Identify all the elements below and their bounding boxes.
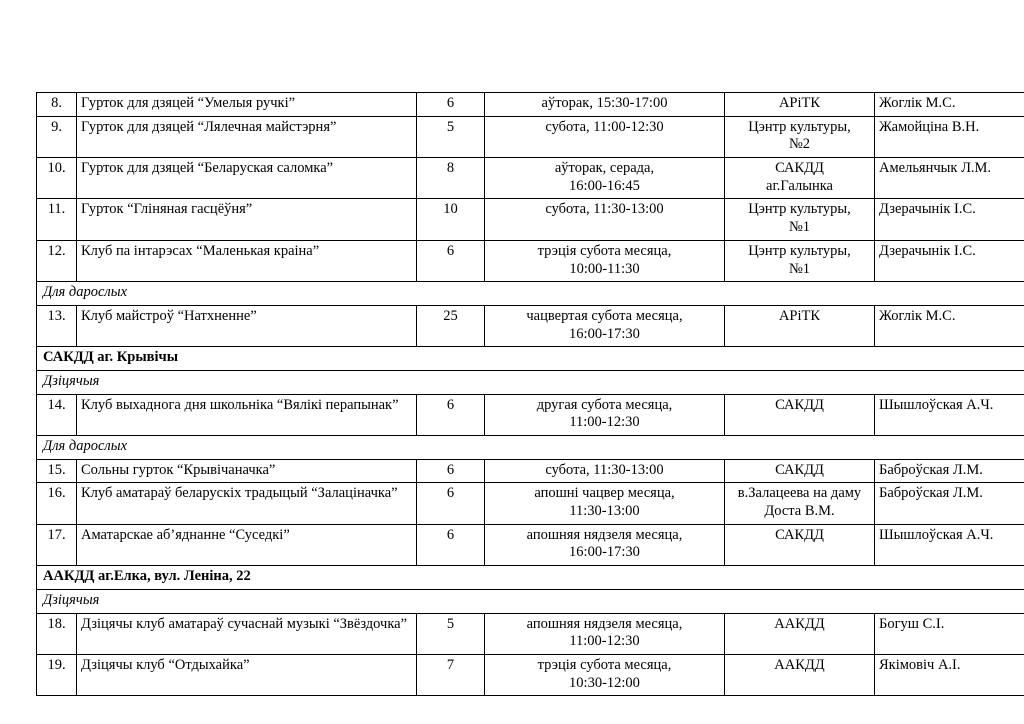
row-number: 16. [37, 483, 77, 524]
subsection-label: Для дарослых [37, 282, 1024, 306]
row-activity-name: Дзіцячы клуб аматараў сучаснай музыкі “Звёздочка” [77, 613, 417, 654]
row-location-line: АРіТК [778, 95, 821, 111]
row-schedule-time [485, 240, 725, 281]
row-number: 17. [37, 524, 77, 565]
table-row [37, 613, 1024, 654]
row-location-line: ААКДД [774, 615, 825, 632]
row-number: 19. [37, 654, 77, 695]
row-leader: Шышлоўская А.Ч. [875, 394, 1024, 435]
row-number: 18. [37, 613, 77, 654]
row-schedule-time-line: 11:30-13:00 [569, 503, 640, 520]
table-row [37, 93, 1024, 117]
row-schedule-time-line: трэція субота месяца, [537, 242, 672, 259]
row-number: 12. [37, 240, 77, 281]
row-activity-name: Гурток “Гліняная гасцёўня” [77, 199, 417, 240]
table-row [37, 394, 1024, 435]
row-schedule-time-line: субота, 11:00-12:30 [545, 118, 664, 135]
row-participant-count: 25 [417, 305, 485, 346]
row-activity-name: Клуб аматараў беларускіх традыцый “Залаціначка” [77, 483, 417, 524]
row-schedule-time [485, 116, 725, 157]
row-participant-count: 6 [417, 459, 485, 483]
table-row [37, 459, 1024, 483]
table-row [37, 654, 1024, 695]
row-location-line: САКДД [775, 526, 824, 543]
row-schedule-time [485, 654, 725, 695]
row-schedule-time-line: 16:00-17:30 [569, 544, 640, 561]
row-schedule-time [485, 459, 725, 483]
row-schedule-time-line: 11:00-12:30 [569, 414, 640, 431]
section-header-row [37, 566, 1024, 590]
row-participant-count: 5 [417, 116, 485, 157]
row-location [725, 116, 875, 157]
row-number: 10. [37, 158, 77, 199]
row-schedule-time [485, 93, 725, 117]
row-schedule-time [485, 524, 725, 565]
row-leader: Жоглік М.С. [875, 93, 1024, 117]
row-number: 11. [37, 199, 77, 240]
row-location [725, 524, 875, 565]
row-location-line: Цэнтр культуры, [748, 201, 851, 218]
row-participant-count: 10 [417, 199, 485, 240]
row-location [725, 459, 875, 483]
table-row [37, 305, 1024, 346]
row-activity-name: Гурток для дзяцей “Беларуская саломка” [77, 158, 417, 199]
row-leader: Жоглік М.С. [875, 305, 1024, 346]
row-schedule-time [485, 158, 725, 199]
row-number: 14. [37, 394, 77, 435]
row-participant-count: 7 [417, 654, 485, 695]
row-activity-name: Клуб выхаднога дня школьніка “Вялікі перапынак” [77, 394, 417, 435]
row-activity-name: Клуб майстроў “Натхненне” [77, 305, 417, 346]
table-row [37, 483, 1024, 524]
schedule-table [36, 92, 1024, 696]
row-schedule-time-line: 11:00-12:30 [569, 633, 640, 650]
row-location-line: в.Залацеева на даму [737, 485, 862, 502]
row-schedule-time-line: апошняя нядзеля месяца, [526, 526, 683, 543]
row-location-line: АРіТК [778, 307, 821, 324]
table-row [37, 524, 1024, 565]
row-leader: Амельянчык Л.М. [875, 158, 1024, 199]
row-participant-count: 6 [417, 394, 485, 435]
row-leader: Жамойціна В.Н. [875, 116, 1024, 157]
row-schedule-time [485, 199, 725, 240]
subsection-header-row [37, 589, 1024, 613]
row-activity-name: Клуб па інтарэсах “Маленькая краіна” [77, 240, 417, 281]
row-activity-name: Гурток для дзяцей “Умелыя ручкі” [77, 93, 417, 117]
subsection-label: Дзіцячыя [37, 589, 1024, 613]
row-location [725, 483, 875, 524]
subsection-header-row [37, 282, 1024, 306]
subsection-header-row [37, 370, 1024, 394]
row-schedule-time-line: чацвертая субота месяца, [526, 307, 683, 324]
row-activity-name: Дзіцячы клуб “Отдыхайка” [77, 654, 417, 695]
row-location-line: Цэнтр культуры, [748, 118, 851, 135]
row-location [725, 240, 875, 281]
row-schedule-time-line: 10:00-11:30 [569, 260, 640, 277]
row-leader: Шышлоўская А.Ч. [875, 524, 1024, 565]
row-location [725, 158, 875, 199]
row-schedule-time-line: 10:30-12:00 [569, 674, 640, 691]
row-schedule-time [485, 483, 725, 524]
row-location [725, 613, 875, 654]
row-leader: Якімовіч А.І. [875, 654, 1024, 695]
row-participant-count: 6 [417, 240, 485, 281]
row-location-line: Цэнтр культуры, [748, 242, 851, 259]
table-row [37, 116, 1024, 157]
row-participant-count: 8 [417, 158, 485, 199]
row-schedule-time [485, 394, 725, 435]
row-schedule-time-line: апошняя нядзеля месяца, [526, 615, 683, 632]
row-location-line: САКДД [775, 396, 824, 413]
row-schedule-time [485, 613, 725, 654]
table-row [37, 199, 1024, 240]
row-schedule-time-line: 16:00-17:30 [569, 325, 640, 342]
row-location-line: ААКДД [774, 656, 825, 673]
row-participant-count: 5 [417, 613, 485, 654]
row-location [725, 394, 875, 435]
subsection-header-row [37, 436, 1024, 460]
section-label: ААКДД аг.Елка, вул. Леніна, 22 [37, 566, 1024, 590]
row-location-line: №1 [788, 219, 811, 236]
row-location-line: №2 [788, 136, 811, 153]
row-location [725, 199, 875, 240]
row-activity-name: Аматарскае аб’яднанне “Суседкі” [77, 524, 417, 565]
row-location [725, 654, 875, 695]
row-location-line: САКДД [775, 461, 824, 478]
subsection-label: Дзіцячыя [37, 370, 1024, 394]
table-row [37, 240, 1024, 281]
row-schedule-time-line: 16:00-16:45 [569, 177, 640, 194]
row-number: 8. [37, 93, 77, 117]
subsection-label: Для дарослых [37, 436, 1024, 460]
row-number: 13. [37, 305, 77, 346]
row-activity-name: Сольны гурток “Крывічаначка” [77, 459, 417, 483]
row-location-line: аг.Галынка [766, 177, 833, 194]
row-leader: Богуш С.І. [875, 613, 1024, 654]
row-schedule-time-line: аўторак, серада, [554, 160, 655, 177]
row-schedule-time [485, 305, 725, 346]
row-leader: Дзерачынік І.С. [875, 240, 1024, 281]
row-participant-count: 6 [417, 93, 485, 117]
row-schedule-time-line: другая субота месяца, [536, 396, 673, 413]
row-location-line: №1 [788, 260, 811, 277]
schedule-table-body [37, 93, 1024, 696]
row-number: 15. [37, 459, 77, 483]
row-schedule-time-line: трэція субота месяца, [537, 656, 672, 673]
row-leader: Баброўская Л.М. [875, 483, 1024, 524]
row-location-line: Доста В.М. [764, 503, 835, 520]
row-location [725, 93, 875, 117]
row-participant-count: 6 [417, 483, 485, 524]
row-location [725, 305, 875, 346]
section-label: САКДД аг. Крывічы [37, 347, 1024, 371]
row-location-line: САКДД [775, 160, 824, 177]
row-number: 9. [37, 116, 77, 157]
row-participant-count: 6 [417, 524, 485, 565]
row-leader: Дзерачынік І.С. [875, 199, 1024, 240]
row-schedule-time-line: субота, 11:30-13:00 [545, 461, 664, 478]
row-activity-name: Гурток для дзяцей “Лялечная майстэрня” [77, 116, 417, 157]
table-row [37, 158, 1024, 199]
section-header-row [37, 347, 1024, 371]
row-leader: Баброўская Л.М. [875, 459, 1024, 483]
row-schedule-time-line: апошні чацвер месяца, [534, 485, 675, 502]
row-schedule-time-line: субота, 11:30-13:00 [545, 201, 664, 218]
row-schedule-time-line: аўторак, 15:30-17:00 [541, 95, 668, 111]
